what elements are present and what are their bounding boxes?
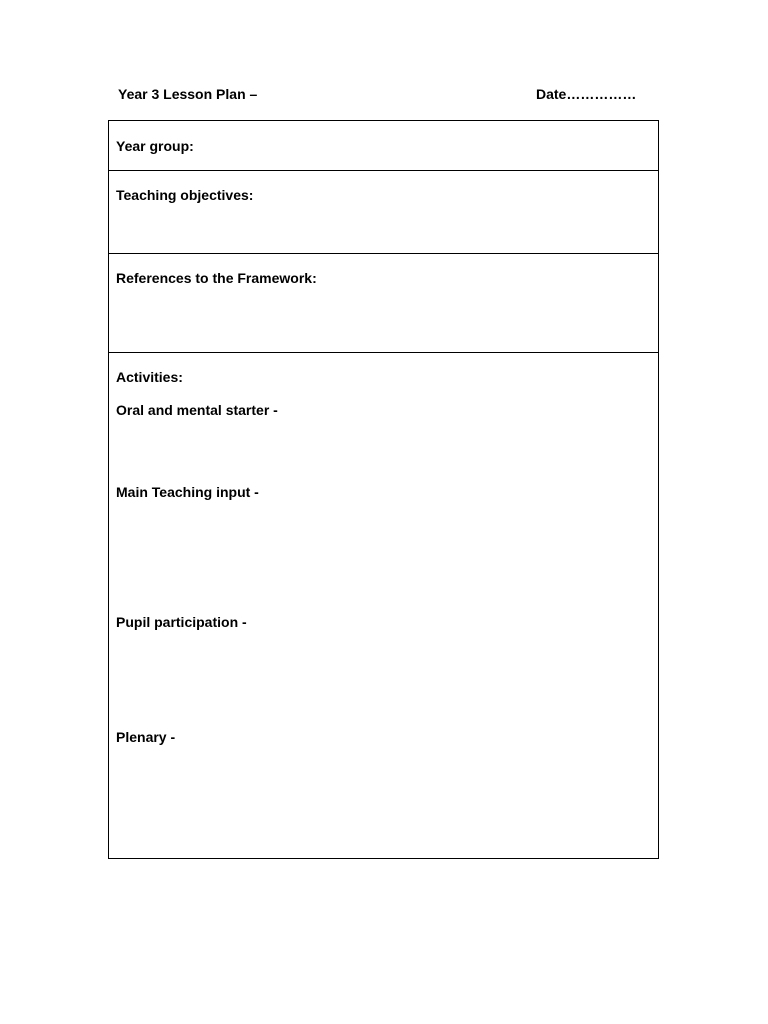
lesson-plan-table	[108, 120, 659, 859]
plenary-label: Plenary -	[116, 729, 176, 745]
activities-label: Activities:	[116, 369, 183, 385]
date-field: Date……………	[536, 86, 637, 102]
row-framework-references	[109, 254, 658, 353]
pupil-participation-label: Pupil participation -	[116, 614, 247, 630]
main-teaching-input-label: Main Teaching input -	[116, 484, 259, 500]
page-title: Year 3 Lesson Plan –	[118, 86, 258, 102]
page-header	[118, 86, 658, 106]
framework-references-label: References to the Framework:	[116, 270, 317, 286]
year-group-label: Year group:	[116, 138, 194, 154]
oral-mental-starter-label: Oral and mental starter -	[116, 402, 278, 418]
row-year-group	[109, 121, 658, 171]
row-teaching-objectives	[109, 171, 658, 254]
teaching-objectives-label: Teaching objectives:	[116, 187, 254, 203]
row-activities	[109, 353, 658, 858]
